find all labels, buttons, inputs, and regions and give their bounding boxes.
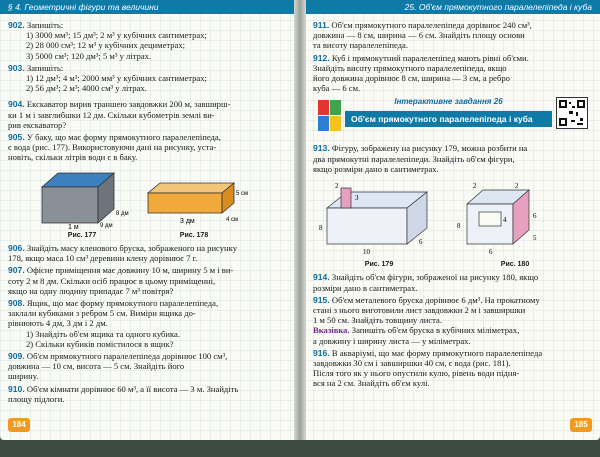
fig179-label: 3 <box>355 194 359 203</box>
figure-caption: Рис. 177 <box>67 231 97 239</box>
task-line: два прямокутні паралелепіпеди. Знайдіть об'єм фігури, <box>313 153 515 164</box>
task-908 <box>8 298 289 349</box>
fig179-label: 2 <box>335 182 339 191</box>
task-line: 1 м 50 см. Знайдіть товщину листа. <box>313 315 443 326</box>
fig178-label-3dm: 3 дм <box>180 217 195 225</box>
hint-line: Запишіть об'єм бруска в кубічних міліметрах, <box>351 325 520 336</box>
task-number: 913. <box>313 143 330 154</box>
task-line: заклали кубиками з ребром 5 см. Виміри ящика до- <box>8 308 196 319</box>
task-text: Запишіть: <box>26 20 64 30</box>
task-904 <box>8 99 289 130</box>
task-line: Куб і прямокутний паралелепіпед мають рівні об'єми. <box>331 52 529 63</box>
interactive-subtitle: Об'єм прямокутного паралелепіпеда і куба <box>345 111 552 127</box>
task-line: куба — 6 см. <box>313 83 361 94</box>
task-number: 914. <box>313 272 330 283</box>
task-line: Знайдіть об'єм фігури, зображеної на рисунку 180, якщо <box>331 272 539 283</box>
fig180-label: 5 <box>533 234 537 243</box>
task-916 <box>313 348 590 389</box>
task-line: рив екскаватор? <box>8 119 67 130</box>
task-item: 1) 3000 мм³; 15 дм³; 2 м³ у кубічних сантиметрах; <box>26 30 207 41</box>
figure-179 <box>317 178 441 270</box>
figure-177 <box>38 167 129 241</box>
task-number: 904. <box>8 99 25 110</box>
task-number: 902. <box>8 20 25 30</box>
task-line: є вода (рис. 177). Використовуючи дані на рисунку, уста- <box>8 142 217 153</box>
task-905 <box>8 132 289 163</box>
background-surface <box>0 440 600 457</box>
task-line: довжина — 10 см, висота — 5 см. Знайдіть його <box>8 361 185 372</box>
task-912 <box>313 53 590 94</box>
task-line: площу підлоги. <box>8 393 65 404</box>
task-907 <box>8 265 289 296</box>
left-page-header: § 4. Геометричні фігури та величини <box>0 0 297 14</box>
task-line: Об'єм кімнати дорівнює 60 м³, а її висота — 3 м. Знайдіть <box>26 383 239 394</box>
task-902 <box>8 20 289 61</box>
fig179-label: 8 <box>319 224 323 233</box>
tank-figure <box>38 167 129 231</box>
task-line: соту 2 м 8 дм. Скільки осіб працює в цьому приміщенні, <box>8 275 216 286</box>
hint-line: а довжину і ширину листа — у міліметрах. <box>313 335 471 346</box>
task-number: 908. <box>8 298 25 309</box>
task-line: Об'єм прямокутного паралелепіпеда дорівнює 100 см³, <box>26 351 228 362</box>
book-spine <box>294 0 306 440</box>
figure-caption: Рис. 180 <box>500 261 530 269</box>
hint-label: Вказівка. <box>313 325 350 336</box>
task-number: 909. <box>8 351 25 362</box>
task-number: 907. <box>8 265 25 276</box>
fig180-label: 6 <box>489 248 493 257</box>
task-line: 178, якщо маса 10 см³ деревини клену дорівнює 7 г. <box>8 253 198 264</box>
task-number: 916. <box>313 347 330 358</box>
interactive-task-banner[interactable] <box>313 97 590 137</box>
task-line: Фігуру, зображену на рисунку 179, можна розбити на <box>331 143 528 154</box>
figures-row <box>38 167 289 241</box>
task-903 <box>8 63 289 94</box>
right-page-header: 25. Об'єм прямокутного паралелепіпеда і куба <box>303 0 600 14</box>
interactive-title: Інтерактивне завдання 26 <box>394 97 503 107</box>
task-line: Офісне приміщення має довжину 10 м, ширину 5 м і ви- <box>26 265 234 276</box>
task-line: Екскаватор вирив траншею завдовжки 200 м, завширш- <box>26 99 231 110</box>
task-line: рівнюють 4 дм, 3 дм і 2 дм. <box>8 318 108 329</box>
task-line: новіть, скільки літрів води є в баку. <box>8 152 138 163</box>
task-text: Запишіть: <box>26 62 64 73</box>
task-909 <box>8 351 289 382</box>
task-line: Знайдіть масу кленового бруска, зображеного на рисунку <box>26 243 238 254</box>
task-number: 905. <box>8 132 25 143</box>
right-page-content <box>313 20 590 391</box>
fig180-label: 8 <box>457 222 461 231</box>
task-item: 2) 56 дм³; 2 м³; 4000 см³ у літрах. <box>26 83 147 94</box>
bar-figure <box>144 175 249 229</box>
fig178-label-5cm: 5 см <box>236 190 249 197</box>
left-page-content <box>8 20 289 406</box>
fig177-label-9dm: 9 дм <box>100 222 113 229</box>
page-number-right: 185 <box>570 418 592 432</box>
task-number: 906. <box>8 243 25 254</box>
task-line: Після того як у нього опустили кулю, рівень води підня- <box>313 368 520 379</box>
task-line: стані з нього виготовили лист завдовжки 2 м і завширшки <box>313 305 526 316</box>
task-line: та висоту паралелепіпеда. <box>313 40 408 51</box>
u-shape-figure <box>453 178 577 258</box>
task-number: 915. <box>313 294 330 305</box>
task-number: 912. <box>313 52 330 63</box>
task-line: ки 1 м і завглибшки 12 дм. Скільки кубометрів землі ви- <box>8 109 215 120</box>
l-shape-figure <box>317 178 441 258</box>
task-line: його довжина дорівнює 8 см, ширина — 3 см, а ребро <box>313 73 510 84</box>
task-911 <box>313 20 590 51</box>
task-number: 911. <box>313 20 330 30</box>
fig180-label: 6 <box>533 212 537 221</box>
figures-row <box>317 178 590 270</box>
task-906 <box>8 243 289 263</box>
right-page <box>303 0 600 440</box>
figure-178 <box>144 175 249 241</box>
task-913 <box>313 143 590 174</box>
task-line: якщо на одну людину припадає 7 м³ повітря? <box>8 285 174 296</box>
task-item: 1) Знайдіть об'єм ящика та одного кубика. <box>26 328 180 339</box>
qr-code-icon[interactable] <box>556 97 588 129</box>
figure-caption: Рис. 179 <box>364 261 394 269</box>
page-number-left: 184 <box>8 418 30 432</box>
figure-180 <box>453 178 577 270</box>
fig180-label: 2 <box>473 182 477 191</box>
figure-caption: Рис. 178 <box>179 231 209 239</box>
task-item: 2) 28 000 см³; 12 м³ у кубічних дециметрах; <box>26 40 186 51</box>
task-line: В акваріумі, що має форму прямокутного паралелепіпеда <box>331 347 543 358</box>
task-line: вся на 2 см. Знайдіть об'єм кулі. <box>313 378 430 389</box>
task-914 <box>313 272 590 292</box>
task-line: Об'єм прямокутного паралелепіпеда дорівнює 240 см³, <box>331 20 532 30</box>
task-910 <box>8 384 289 404</box>
fig179-label: 10 <box>363 248 370 257</box>
fig180-label: 2 <box>515 182 519 191</box>
task-line: ширину. <box>8 371 39 382</box>
fig178-label-4cm: 4 см <box>226 216 239 223</box>
fig179-label: 6 <box>419 238 423 247</box>
task-line: Знайдіть висоту прямокутного паралелепіпеда, якщо <box>313 62 507 73</box>
task-line: якщо розміри дано в сантиметрах. <box>313 163 439 174</box>
task-number: 910. <box>8 383 25 394</box>
task-item: 3) 5000 см³; 120 дм³; 5 м³ у літрах. <box>26 50 152 61</box>
fig177-label-8dm: 8 дм <box>116 210 129 217</box>
task-number: 903. <box>8 62 25 73</box>
fig180-label: 4 <box>503 216 507 225</box>
fig177-label-1m: 1 м <box>68 223 79 231</box>
task-line: Ящик, що має форму прямокутного паралелепіпеда, <box>26 298 219 309</box>
task-line: завдовжки 30 см і завширшки 40 см, є вода (рис. 181). <box>313 358 511 369</box>
task-915 <box>313 295 590 346</box>
puzzle-icon <box>317 99 343 133</box>
task-line: розміри дано в сантиметрах. <box>313 282 418 293</box>
task-line: Об'єм металевого бруска дорівнює 6 дм³. На прокатному <box>331 294 540 305</box>
task-item: 2) Скільки кубиків помістилося в ящик? <box>26 338 174 349</box>
left-page <box>0 0 297 440</box>
task-item: 1) 12 дм³; 4 м³; 2000 мм³ у кубічних сантиметрах; <box>26 73 207 84</box>
task-line: У баку, що має форму прямокутного паралелепіпеда, <box>26 132 221 143</box>
task-line: довжина — 8 см, ширина — 6 см. Знайдіть площу основи <box>313 30 525 41</box>
